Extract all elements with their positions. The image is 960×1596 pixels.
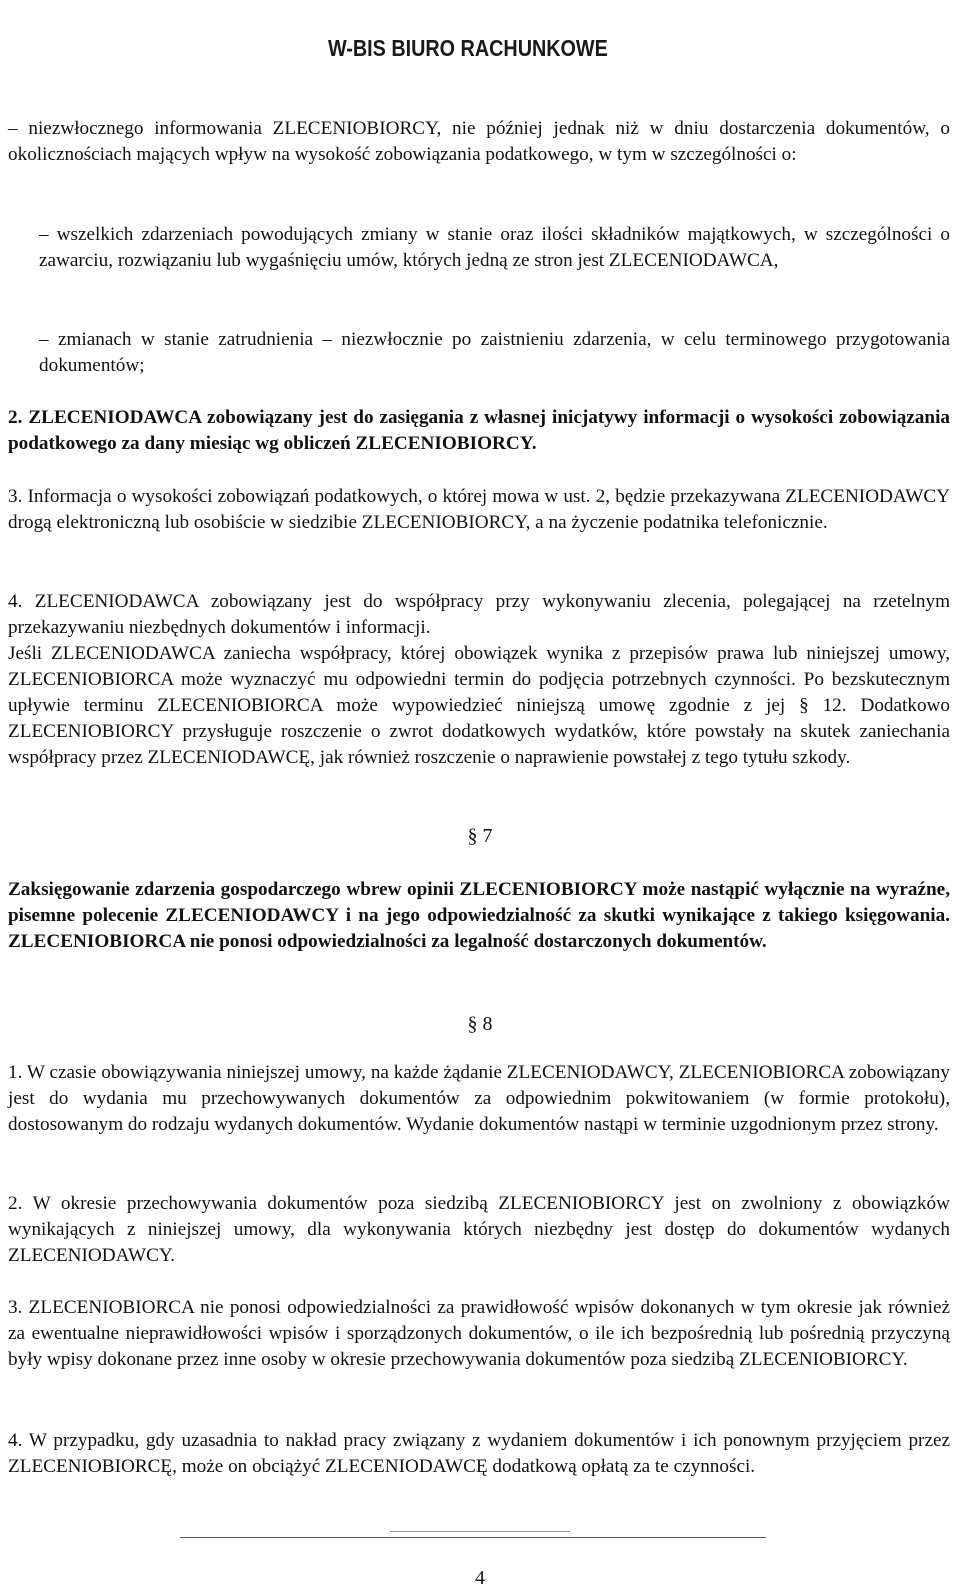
paragraph-zdarzenia: – wszelkich zdarzeniach powodujących zmiany w stanie oraz ilości składników majątkowych, w szczególności o zawarciu, rozwiązaniu lub wygaśnięciu umów, których jedną ze stron jest ZLECENIODAWCA, — [39, 224, 950, 271]
paragraph-zatrudnienie: – zmianach w stanie zatrudnienia – niezwłocznie po zaistnieniu zdarzenia, w celu terminowego przygotowania dokumentów; — [39, 329, 950, 376]
paragraph-informowanie: – niezwłocznego informowania ZLECENIOBIORCY, nie później jednak niż w dniu dostarczenia dokumentów, o okolicznościach mających wpływ na wysokość zobowiązania podatkowego, w tym w szczególności o: — [8, 118, 950, 165]
paragraph-s8-point-4: 4. W przypadku, gdy uzasadnia to nakład pracy związany z wydaniem dokumentów i ich ponownym przyjęciem przez ZLECENIOBIORCĘ, może on obciążyć ZLECENIODAWCĘ dodatkową opłatą za te czynności. — [8, 1430, 950, 1477]
paragraph-s8-point-2: 2. W okresie przechowywania dokumentów poza siedzibą ZLECENIOBIORCY jest on zwolniony z obowiązków wynikających z niniejszej umowy, dla wykonywania których niezbędny jest dostęp do dokumentów wydanych ZLECENIODAWCY. — [8, 1193, 950, 1266]
paragraph-zaksiegowanie: Zaksięgowanie zdarzenia gospodarczego wbrew opinii ZLECENIOBIORCY może nastąpić wyłącznie na wyraźne, pisemne polecenie ZLECENIODAWCY i na jego odpowiedzialność za skutki wynikające z takiego księgowania. ZLECENIOBIORCA nie ponosi odpowiedzialności za legalność dostarczonych dokumentów. — [8, 879, 950, 952]
paragraph-point-4: 4. ZLECENIODAWCA zobowiązany jest do współpracy przy wykonywaniu zlecenia, polegającej na rzetelnym przekazywaniu niezbędnych dokumentów i informacji. — [8, 591, 950, 638]
paragraph-point-3: 3. Informacja o wysokości zobowiązań podatkowych, o której mowa w ust. 2, będzie przekazywana ZLECENIODAWCY drogą elektroniczną lub osobiście w siedzibie ZLECENIOBIORCY, a na życzenie podatnika telefonicznie. — [8, 486, 950, 533]
company-logo — [322, 2, 652, 84]
paragraph-s8-point-1: 1. W czasie obowiązywania niniejszej umowy, na każde żądanie ZLECENIODAWCY, ZLECENIOBIORCA zobowiązany jest do wydania mu przechowywanych dokumentów za odpowiednim pokwitowaniem (w formie protokołu), dostosowanym do rodzaju wydanych dokumentów. Wydanie dokumentów nastąpi w terminie uzgodnionym przez strony. — [8, 1062, 950, 1135]
footer-divider-top — [390, 1531, 570, 1532]
paragraph-zaniechanie: Jeśli ZLECENIODAWCA zaniecha współpracy, której obowiązek wynika z przepisów prawa lub niniejszej umowy, ZLECENIOBIORCA może wyznaczyć mu odpowiedni termin do podjęcia potrzebnych czynności. Po bezskutecznym upływie terminu ZLECENIOBIORCA może wypowiedzieć niniejszą umowę zgodnie z jej § 12. Dodatkowo ZLECENIOBIORCY przysługuje roszczenie o zwrot dodatkowych wydatków, które powstały na skutek zaniechania współpracy przez ZLECENIODAWCĘ, jak również roszczenie o naprawienie powstałej z tego tytułu szkody. — [8, 643, 950, 768]
section-heading-8: § 8 — [467, 1013, 493, 1035]
paragraph-s8-point-3: 3. ZLECENIOBIORCA nie ponosi odpowiedzialności za prawidłowość wpisów dokonanych w tym okresie jak również za ewentualne nieprawidłowości wpisów i sporządzonych dokumentów, o ile ich bezpośrednią lub pośrednią przyczyną były wpisy dokonane przez inne osoby w okresie przechowywania dokumentów poza siedzibą ZLECENIOBIORCY. — [8, 1297, 950, 1370]
footer-divider — [180, 1537, 766, 1538]
logo-text: W-BIS BIURO RACHUNKOWE — [328, 34, 608, 61]
page-number: 4 — [475, 1567, 485, 1589]
section-heading-7: § 7 — [467, 825, 493, 847]
paragraph-point-2: 2. ZLECENIODAWCA zobowiązany jest do zasięgania z własnej inicjatywy informacji o wysokości zobowiązania podatkowego za dany miesiąc wg obliczeń ZLECENIOBIORCY. — [8, 407, 950, 454]
